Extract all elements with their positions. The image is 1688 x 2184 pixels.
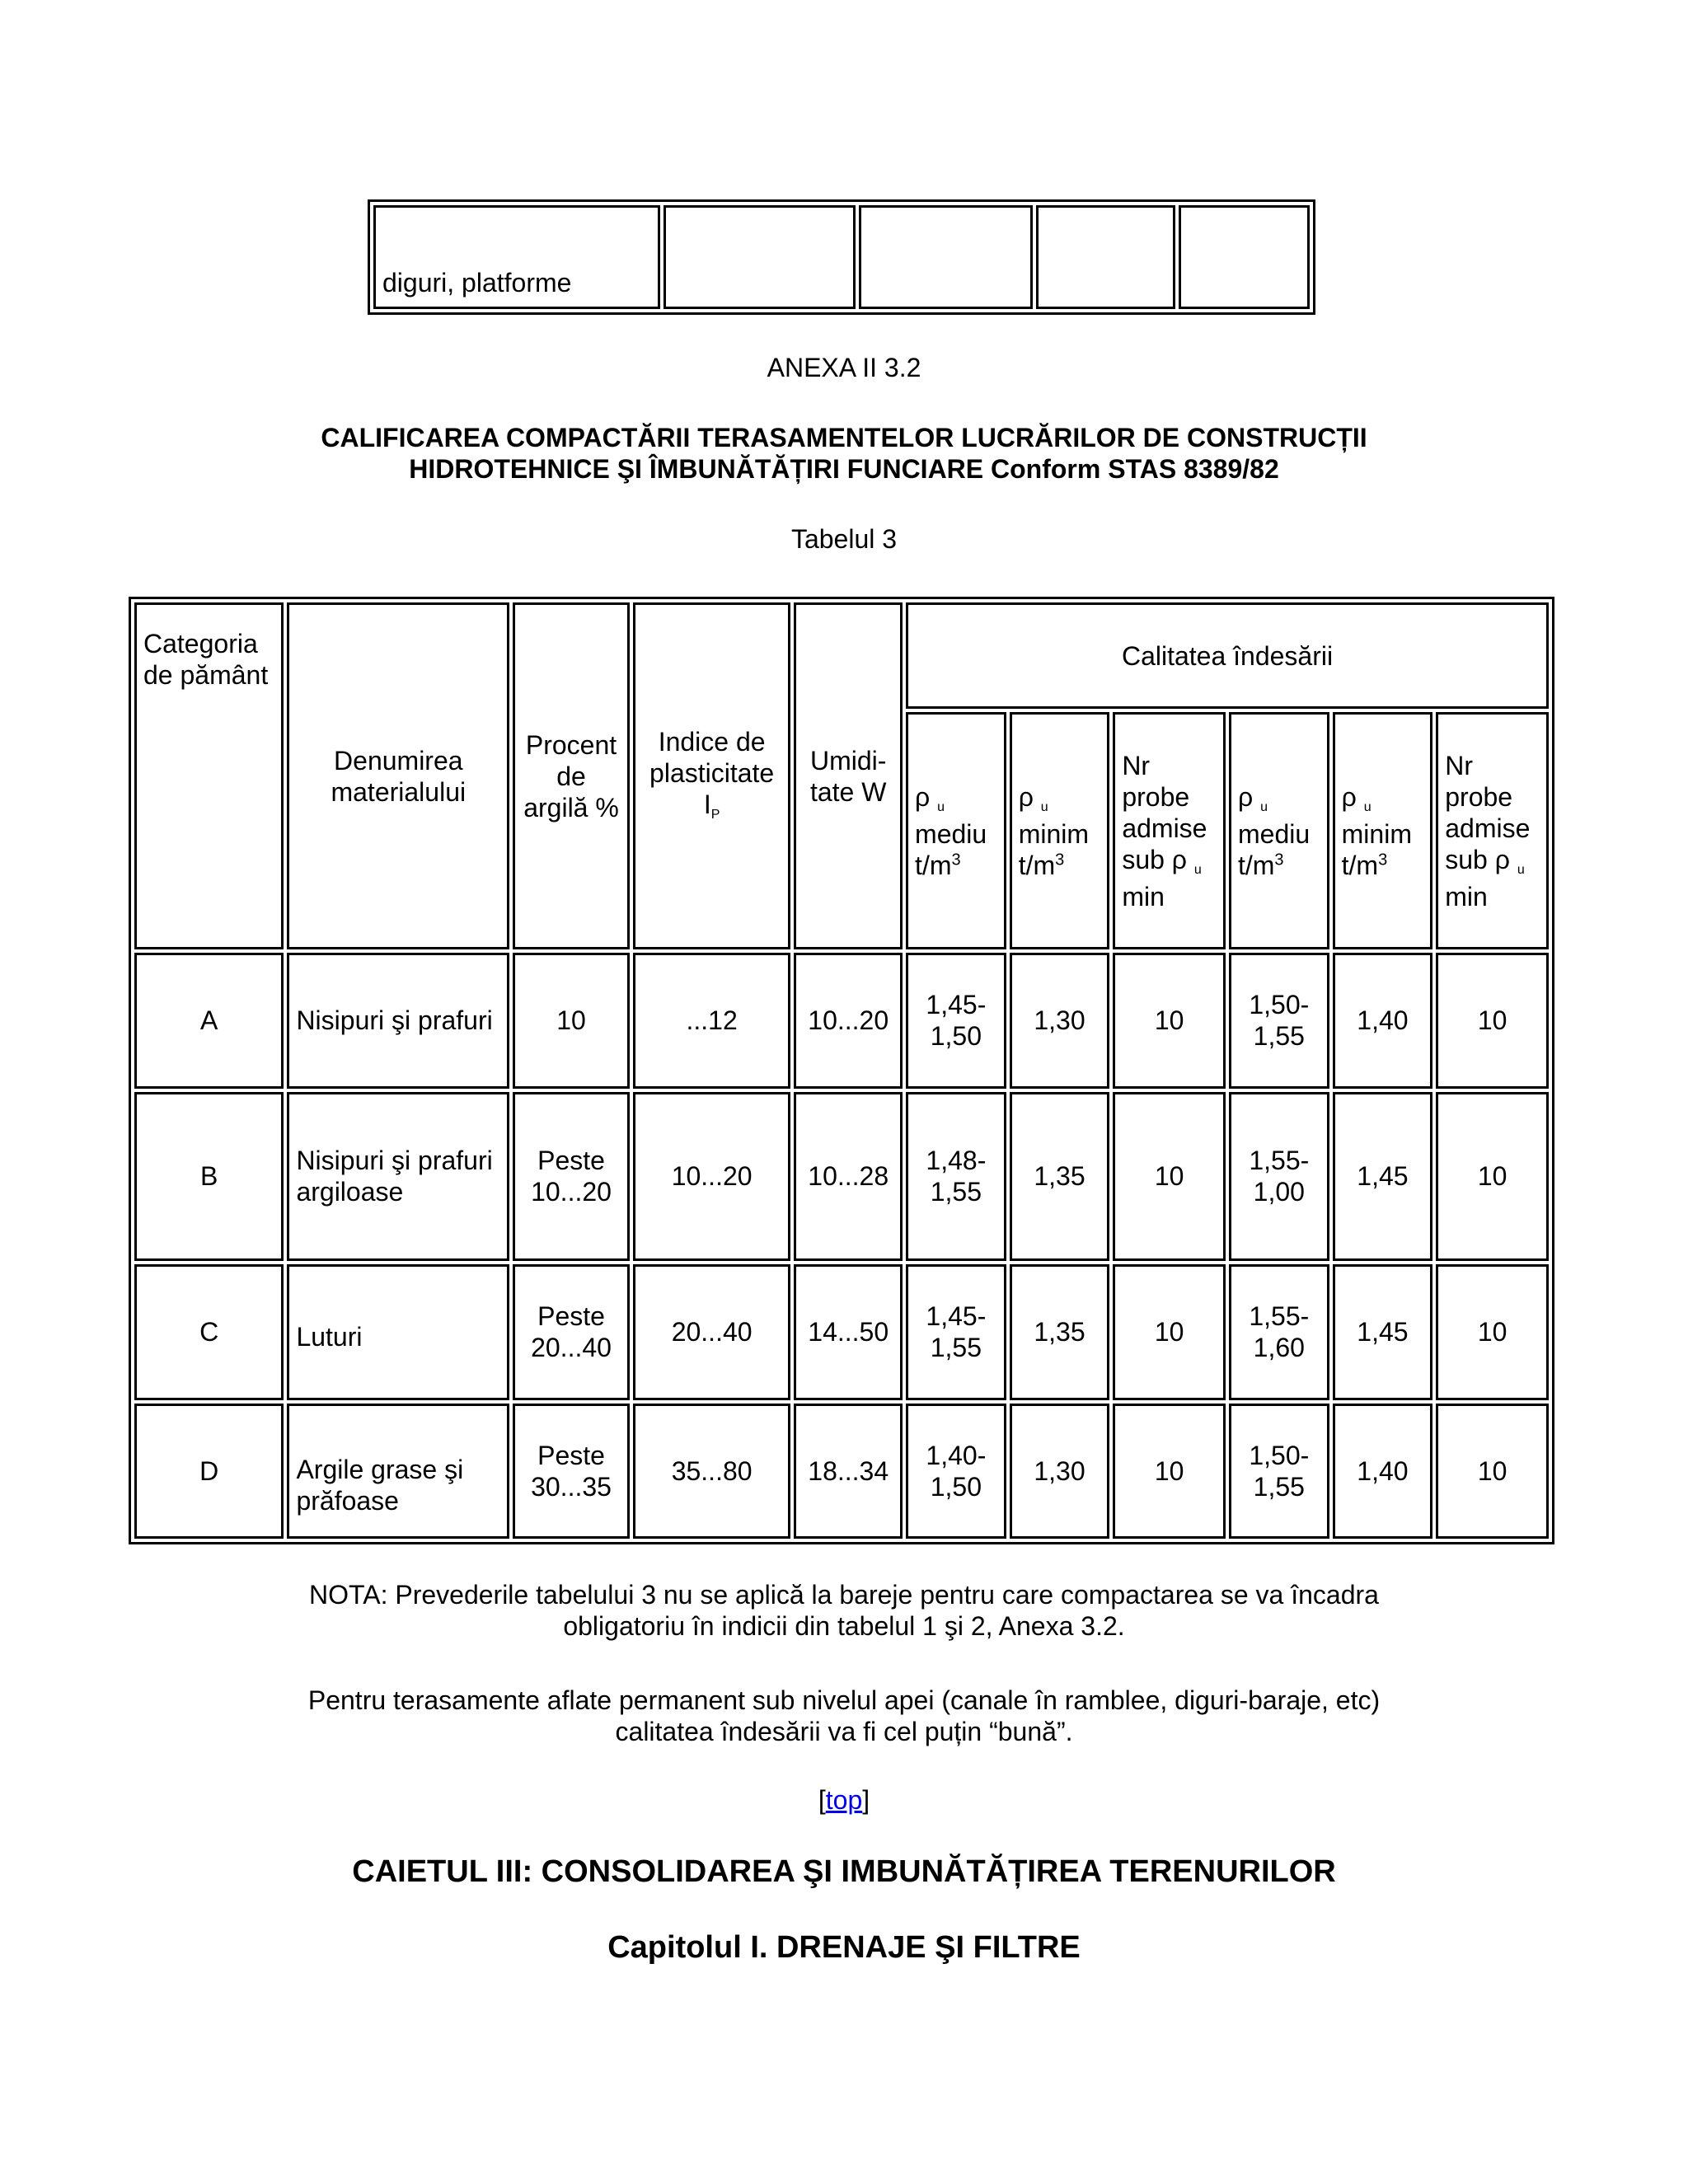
unit-superscript: 3: [1378, 851, 1388, 869]
cell-procent: Peste 30...35: [513, 1404, 630, 1539]
cell-categoria: D: [134, 1404, 284, 1539]
minim-label: minim: [1341, 818, 1412, 849]
table-cell: [1179, 205, 1310, 309]
cell-indice: 10...20: [633, 1092, 791, 1262]
nr-probe-label: Nr probe admise sub: [1445, 750, 1531, 874]
unit-superscript: 3: [1274, 851, 1284, 869]
cell-umiditate: 14...50: [794, 1264, 903, 1399]
unit-label: t/m: [1341, 850, 1379, 880]
cell-denumirea: Nisipuri şi prafuri argiloase: [287, 1092, 509, 1262]
header-procent: Procent de argilă %: [513, 602, 630, 949]
cell-procent: 10: [513, 953, 630, 1088]
header-denumirea: Denumirea materialului: [287, 602, 509, 949]
document-title: [0, 422, 1688, 485]
cell-rho-mediu-2: 1,55-1,00: [1229, 1092, 1329, 1262]
min-label: min: [1122, 881, 1165, 912]
subheader-nr-probe-2: [1436, 712, 1549, 949]
subheader-rho-mediu-2: [1229, 712, 1329, 949]
subheader-rho-mediu: [906, 712, 1006, 949]
note-paragraph: [0, 1685, 1688, 1747]
compaction-table: [129, 597, 1554, 1544]
rho-subscript: u: [1363, 799, 1372, 814]
cell-rho-mediu-2: 1,50-1,55: [1229, 1404, 1329, 1539]
cell-rho-minim: 1,30: [1010, 953, 1110, 1088]
table-row: [134, 953, 1549, 1088]
note-line: NOTA: Prevederile tabelului 3 nu se aplică la bareje pentru care compactarea se va încadra: [309, 1580, 1379, 1610]
table-row: [134, 1264, 1549, 1399]
table-row: [134, 1092, 1549, 1262]
title-line: CALIFICAREA COMPACTĂRII TERASAMENTELOR LUCRĂRILOR DE CONSTRUCȚII: [321, 423, 1367, 452]
header-indice: [633, 602, 791, 949]
minim-label: minim: [1018, 818, 1090, 849]
header-row: [134, 602, 1549, 709]
cell-rho-mediu: 1,45-1,55: [906, 1264, 1006, 1399]
cell-nr-probe-2: 10: [1436, 953, 1549, 1088]
header-indice-subscript: P: [710, 808, 720, 823]
cell-nr-probe: 10: [1113, 953, 1226, 1088]
cell-rho-minim-2: 1,45: [1333, 1264, 1433, 1399]
cell-nr-probe-2: 10: [1436, 1404, 1549, 1539]
cell-rho-mediu-2: 1,50-1,55: [1229, 953, 1329, 1088]
table-cell: [1036, 205, 1175, 309]
min-label: min: [1445, 881, 1488, 912]
cell-rho-minim: 1,35: [1010, 1092, 1110, 1262]
cell-nr-probe-2: 10: [1436, 1092, 1549, 1262]
cell-rho-mediu: 1,45-1,50: [906, 953, 1006, 1088]
rho-subscript: u: [1193, 862, 1202, 877]
continued-table-fragment: [368, 199, 1315, 315]
note-line: calitatea îndesării va fi cel puțin “bună”.: [615, 1717, 1073, 1746]
cell-rho-mediu: 1,40-1,50: [906, 1404, 1006, 1539]
header-umiditate: Umidi-tate W: [794, 602, 903, 949]
rho-subscript: u: [1517, 862, 1525, 877]
note-paragraph: [0, 1579, 1688, 1642]
cell-nr-probe-2: 10: [1436, 1264, 1549, 1399]
note-line: Pentru terasamente aflate permanent sub nivelul apei (canale în ramblee, diguri-baraje, etc): [307, 1685, 1381, 1715]
cell-umiditate: 10...28: [794, 1092, 903, 1262]
rho-symbol: ρ: [1237, 781, 1254, 812]
table-row: [373, 205, 1310, 309]
cell-indice: 20...40: [633, 1264, 791, 1399]
cell-rho-minim: 1,30: [1010, 1404, 1110, 1539]
annex-label: ANEXA II 3.2: [767, 353, 921, 382]
chapter-heading: Capitolul I. DRENAJE ŞI FILTRE: [607, 1930, 1081, 1965]
unit-label: t/m: [1237, 850, 1275, 880]
cell-nr-probe: 10: [1113, 1092, 1226, 1262]
unit-superscript: 3: [951, 851, 961, 869]
cell-denumirea: Luturi: [287, 1264, 509, 1399]
rho-symbol: ρ: [1171, 844, 1187, 874]
cell-denumirea: Nisipuri şi prafuri: [287, 953, 509, 1088]
unit-label: t/m: [915, 850, 952, 880]
subheader-rho-minim-2: [1333, 712, 1433, 949]
cell-indice: ...12: [633, 953, 791, 1088]
cell-categoria: B: [134, 1092, 284, 1262]
cell-rho-minim-2: 1,45: [1333, 1092, 1433, 1262]
table-cell: [859, 205, 1032, 309]
cell-nr-probe: 10: [1113, 1264, 1226, 1399]
table-cell: diguri, platforme: [373, 205, 660, 309]
bracket-close: ]: [862, 1785, 870, 1815]
rho-subscript: u: [1040, 799, 1048, 814]
table-caption: Tabelul 3: [790, 524, 898, 554]
table-row: [134, 1404, 1549, 1539]
mediu-label: mediu: [915, 818, 987, 849]
cell-categoria: C: [134, 1264, 284, 1399]
cell-rho-mediu: 1,48-1,55: [906, 1092, 1006, 1262]
note-line: obligatoriu în indicii din tabelul 1 şi 2, Anexa 3.2.: [563, 1611, 1125, 1641]
rho-symbol: ρ: [1494, 844, 1510, 874]
mediu-label: mediu: [1237, 818, 1311, 849]
cell-indice: 35...80: [633, 1404, 791, 1539]
rho-subscript: u: [937, 799, 945, 814]
title-line: HIDROTEHNICE ŞI ÎMBUNĂTĂȚIRI FUNCIARE Conform STAS 8389/82: [409, 454, 1279, 484]
cell-procent: Peste 20...40: [513, 1264, 630, 1399]
cell-rho-minim-2: 1,40: [1333, 953, 1433, 1088]
unit-superscript: 3: [1055, 851, 1065, 869]
cell-procent: Peste 10...20: [513, 1092, 630, 1262]
top-link[interactable]: top: [825, 1785, 863, 1815]
section-heading: CAIETUL III: CONSOLIDAREA ŞI IMBUNĂTĂȚIREA TERENURILOR: [352, 1854, 1336, 1889]
header-indice-text: Indice de plasticitate: [649, 727, 775, 789]
cell-nr-probe: 10: [1113, 1404, 1226, 1539]
cell-categoria: A: [134, 953, 284, 1088]
header-categoria: Categoria de pământ: [134, 602, 284, 949]
cell-rho-minim-2: 1,40: [1333, 1404, 1433, 1539]
unit-label: t/m: [1018, 850, 1056, 880]
header-calitatea: Calitatea îndesării: [906, 602, 1549, 709]
cell-rho-minim: 1,35: [1010, 1264, 1110, 1399]
nr-probe-label: Nr probe admise sub: [1122, 750, 1207, 874]
bracket-open: [: [818, 1785, 826, 1815]
subheader-nr-probe: [1113, 712, 1226, 949]
back-to-top: [0, 1785, 1688, 1816]
rho-symbol: ρ: [1341, 781, 1357, 812]
cell-denumirea: Argile grase şi prăfoase: [287, 1404, 509, 1539]
rho-subscript: u: [1260, 799, 1268, 814]
rho-symbol: ρ: [1018, 781, 1034, 812]
subheader-rho-minim: [1010, 712, 1110, 949]
cell-rho-mediu-2: 1,55-1,60: [1229, 1264, 1329, 1399]
rho-symbol: ρ: [915, 781, 931, 812]
cell-umiditate: 18...34: [794, 1404, 903, 1539]
table-cell: [663, 205, 856, 309]
cell-umiditate: 10...20: [794, 953, 903, 1088]
header-indice-symbol: I: [703, 790, 711, 820]
